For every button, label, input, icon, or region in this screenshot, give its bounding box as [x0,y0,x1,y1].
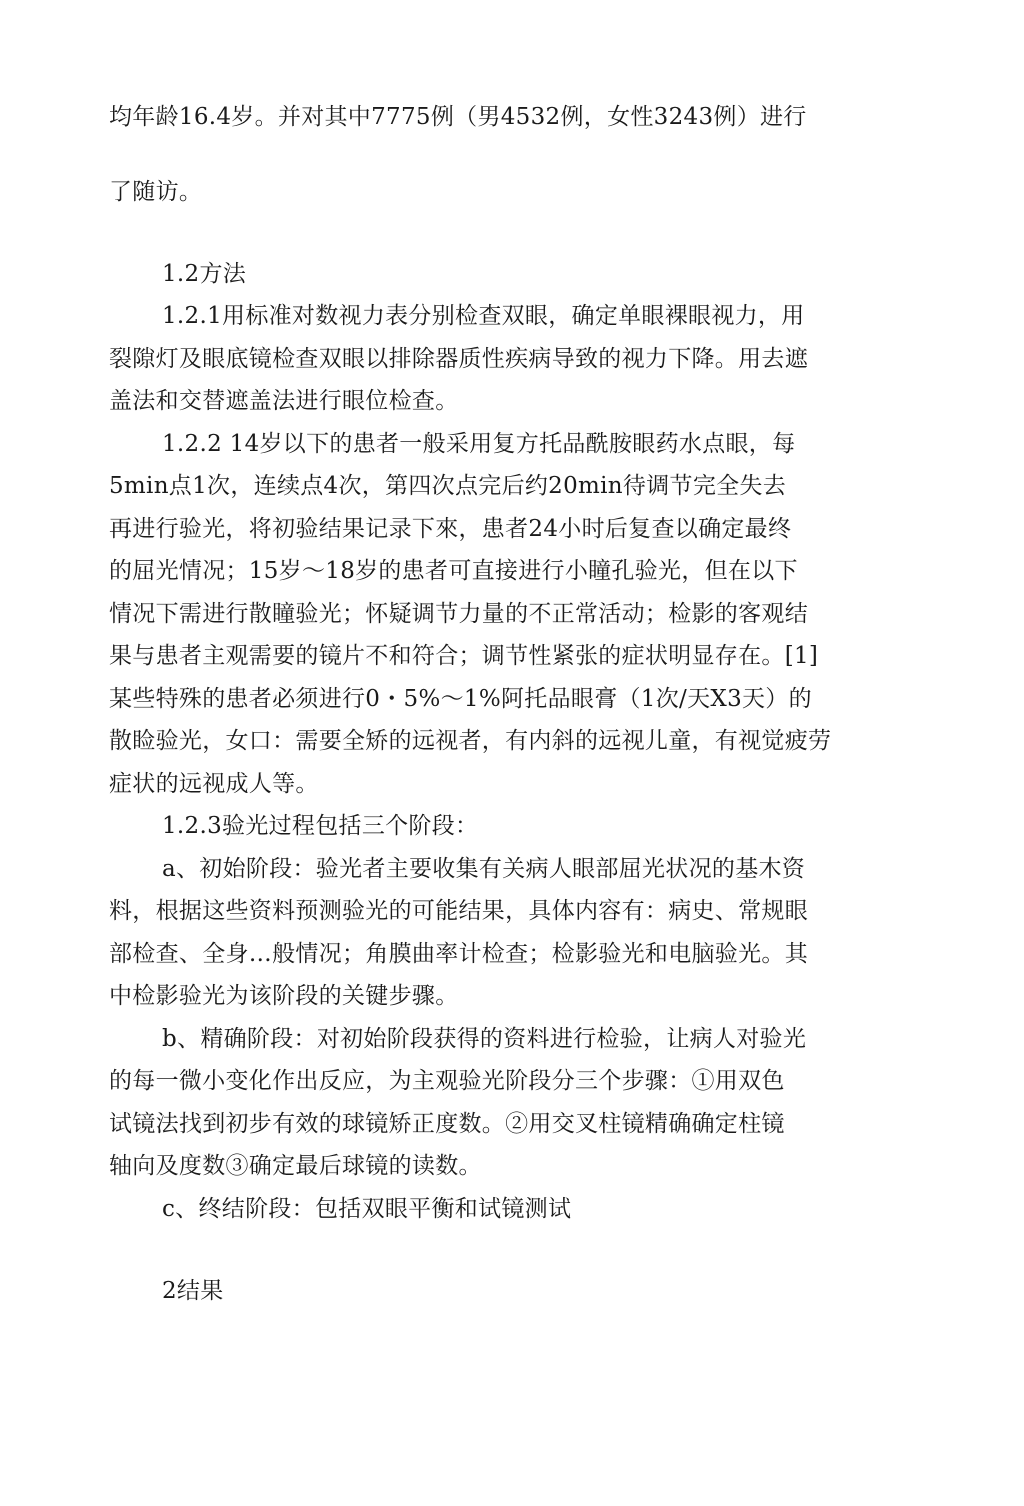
text-line: 轴向及度数③确定最后球镜的读数。 [109,1153,482,1179]
text-line: 5min点1次，连续点4次，第四次点完后约20min待调节完全失去 [109,473,787,499]
text-line: 1.2.3验光过程包括三个阶段： [162,813,479,839]
section-heading: 2结果 [162,1278,224,1304]
text-line: 症状的远视成人等。 [109,771,319,797]
text-line: 料，根据这些资料预测验光的可能结果，具体内容有：病史、常规眼 [109,898,808,924]
text-line: 的每一微小变化作出反应，为主观验光阶段分三个步骤：①用双色 [109,1068,785,1094]
text-line: 均年龄16.4岁。并对其中7775例（男4532例，女性3243例）进行 [109,104,807,130]
text-line: 散睑验光，女口：需要全矫的远视者，有内斜的远视儿童，有视觉疲劳 [109,728,832,754]
text-line: 的屈光情况；15岁～18岁的患者可直接进行小瞳孔验光，但在以下 [109,558,798,584]
text-line: c、终结阶段：包括双眼平衡和试镜测试 [162,1196,572,1222]
text-line: 盖法和交替遮盖法进行眼位检查。 [109,388,459,414]
text-line: 某些特殊的患者必须进行0・5%～1%阿托品眼膏（1次/天X3天）的 [109,686,812,712]
text-line: 中检影验光为该阶段的关键步骤。 [109,983,459,1009]
text-line: a、初始阶段：验光者主要收集有关病人眼部屈光状况的基木资 [162,856,806,882]
text-line: 果与患者主观需要的镜片不和符合；调节性紧张的症状明显存在。[1] [109,643,819,669]
text-line: 1.2.2 14岁以下的患者一般采用复方托品酰胺眼药水点眼，每 [162,431,796,457]
text-line: 了随访。 [109,179,203,205]
text-line: 1.2.1用标准对数视力表分别检查双眼，确定单眼裸眼视力，用 [162,303,805,329]
section-heading: 1.2方法 [162,261,247,287]
text-line: b、精确阶段：对初始阶段获得的资料进行检验，让病人对验光 [162,1026,807,1052]
text-line: 裂隙灯及眼底镜检查双眼以排除器质性疾病导致的视力下降。用去遮 [109,346,808,372]
text-line: 试镜法找到初步有效的球镜矫正度数。②用交叉柱镜精确确定柱镜 [109,1111,785,1137]
text-line: 情况下需进行散瞳验光；怀疑调节力量的不正常活动；检影的客观结 [109,601,808,627]
text-line: 再进行验光，将初验结果记录下來，患者24小时后复查以确定最终 [109,516,792,542]
text-line: 部检查、全身…般情况；角膜曲率计检查；检影验光和电脑验光。其 [109,941,808,967]
